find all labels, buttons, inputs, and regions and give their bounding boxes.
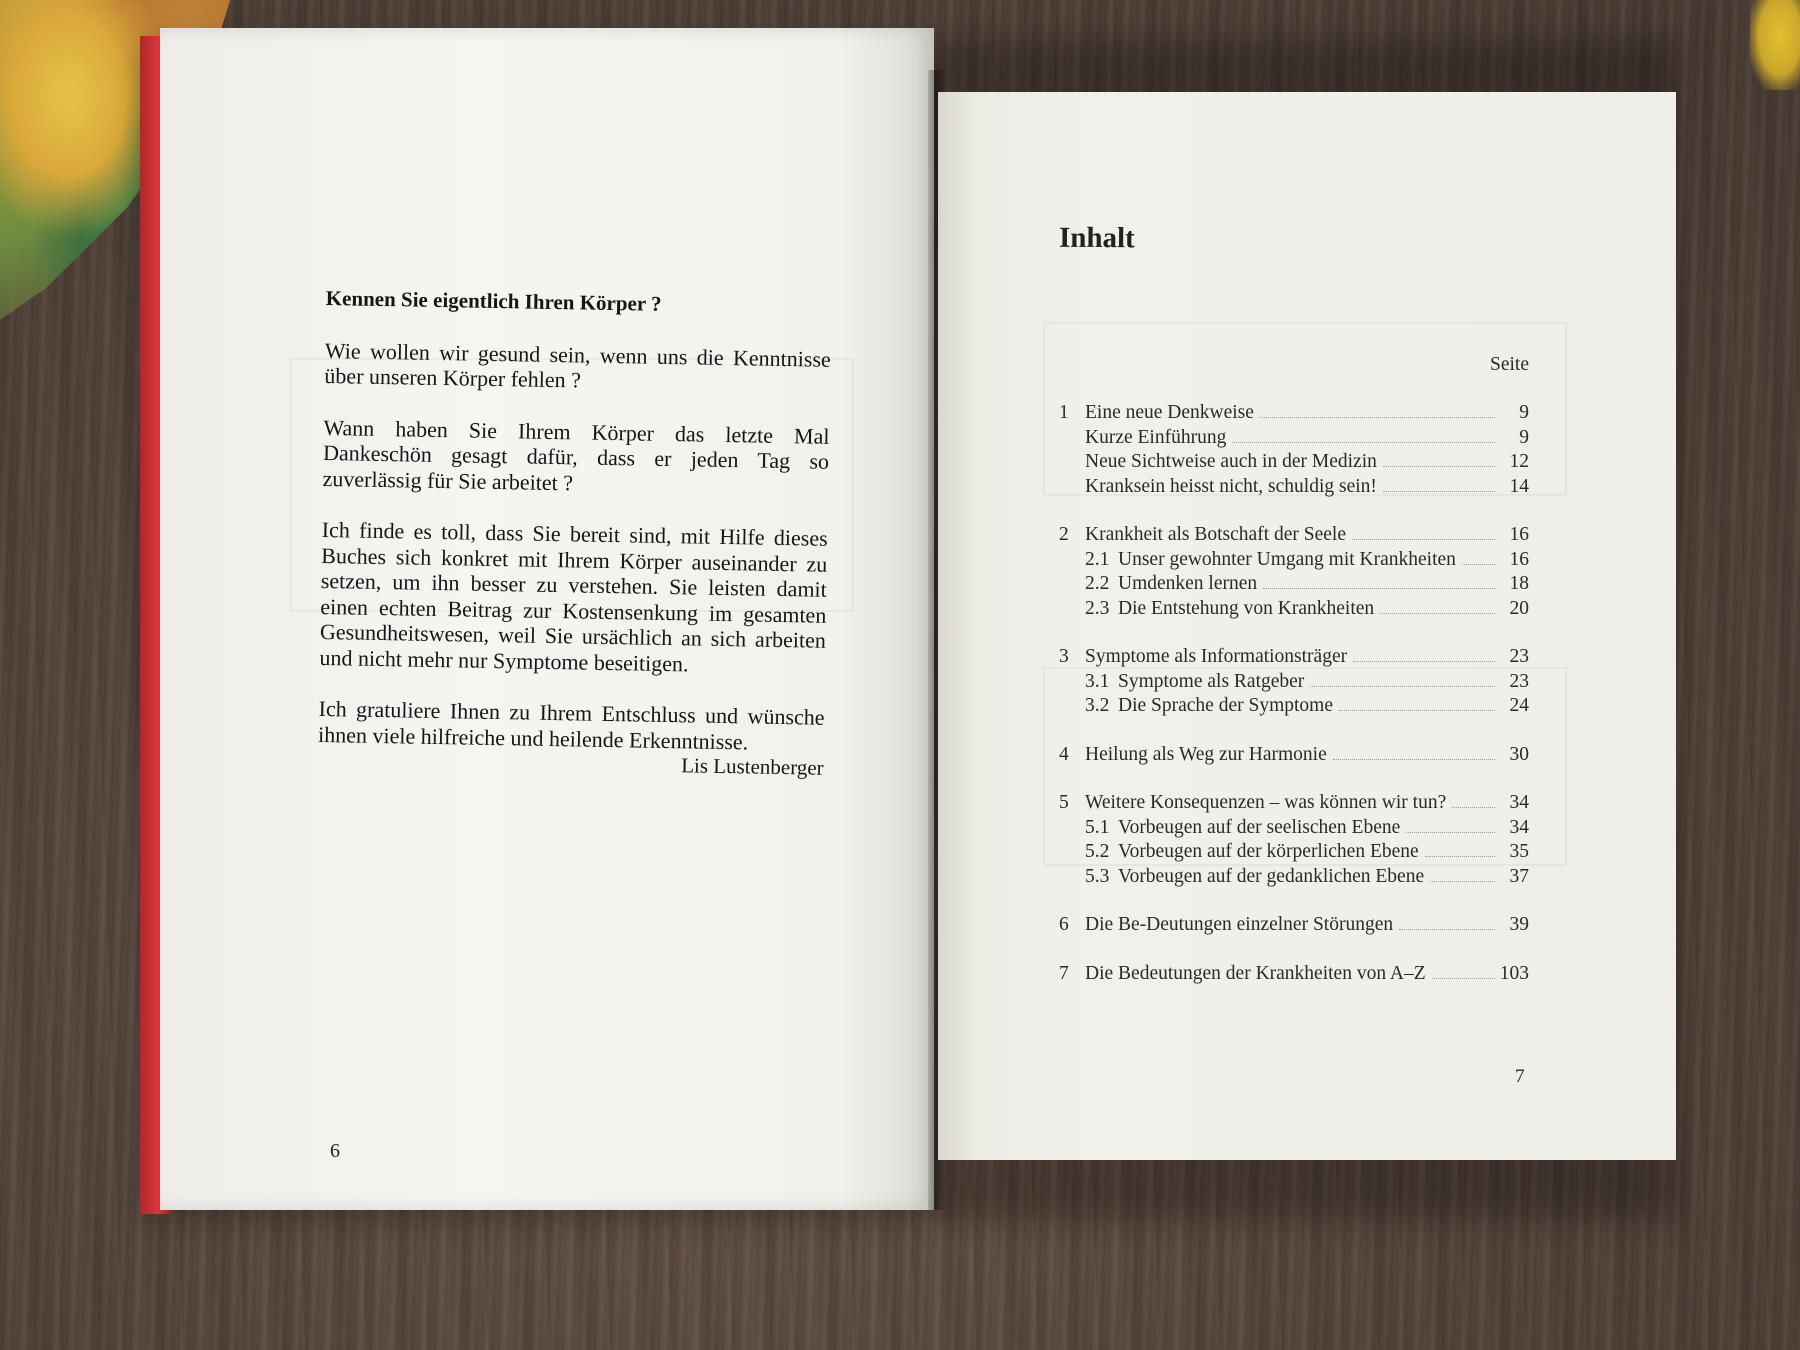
foreword-text: [318, 286, 832, 781]
toc-section-title: Heilung als Weg zur Harmonie: [1085, 743, 1327, 765]
toc-page-number: 39: [1509, 914, 1529, 935]
toc-page-number: 35: [1509, 841, 1529, 862]
toc-subsection-row: [1059, 573, 1529, 598]
toc-subsection-row: [1059, 866, 1529, 891]
toc-section: [1059, 744, 1529, 769]
toc-section-number: 1: [1059, 402, 1069, 423]
toc-section-row: [1059, 963, 1529, 988]
toc-leader-dots: [1462, 564, 1495, 565]
toc-leader-dots: [1383, 491, 1495, 492]
toc-section-row: [1059, 646, 1529, 671]
toc-section-title: Weitere Konsequenzen – was können wir tun?: [1085, 792, 1447, 813]
toc-page-number: 9: [1519, 426, 1529, 448]
toc-leader-dots: [1333, 759, 1495, 760]
toc-subsection-row: [1059, 671, 1529, 696]
toc-page-number: 34: [1509, 792, 1529, 813]
toc-page-number: 23: [1509, 646, 1529, 667]
toc-subsection-title: Symptome als Ratgeber: [1118, 670, 1305, 692]
toc-subsection-title: Die Sprache der Symptome: [1118, 695, 1333, 716]
toc-subsection-number: 3.2: [1085, 695, 1110, 716]
toc-section-number: 3: [1059, 646, 1069, 667]
toc-subsection-row: [1059, 476, 1529, 501]
toc-section-row: [1059, 524, 1529, 549]
toc-section-number: 7: [1059, 962, 1069, 984]
page-number-left: 6: [330, 1140, 340, 1162]
toc-subsection-title: Neue Sichtweise auch in der Medizin: [1085, 451, 1377, 472]
toc-subsection-title: Unser gewohnter Umgang mit Krankheiten: [1118, 548, 1456, 570]
toc-subsection-number: 5.2: [1085, 841, 1110, 862]
toc-section: [1059, 963, 1529, 988]
toc-page-number: 20: [1509, 597, 1529, 619]
toc-page-number: 14: [1509, 475, 1529, 497]
toc-page-number: 18: [1509, 573, 1529, 594]
foreword-paragraph: Wann haben Sie Ihrem Körper das letzte Mal Dankeschön gesagt dafür, dass er jeden Tag so zuverlässig für Sie arbeitet ?: [322, 414, 830, 495]
toc-section-title: Eine neue Denkweise: [1085, 402, 1254, 423]
right-page: [938, 92, 1676, 1160]
toc-leader-dots: [1425, 856, 1495, 857]
toc-section-row: [1059, 744, 1529, 769]
toc-section-title: Krankheit als Botschaft der Seele: [1085, 524, 1346, 545]
toc-leader-dots: [1399, 929, 1495, 930]
toc-page-number: 24: [1509, 695, 1529, 716]
toc-subsection-title: Vorbeugen auf der seelischen Ebene: [1118, 816, 1401, 838]
toc-section-row: [1059, 914, 1529, 939]
toc-page-number: 9: [1519, 402, 1529, 423]
left-page: [160, 28, 934, 1210]
toc-subsection-number: 3.1: [1085, 670, 1110, 692]
toc-section-number: 5: [1059, 792, 1069, 813]
toc-leader-dots: [1260, 417, 1495, 418]
toc-section: [1059, 524, 1529, 622]
toc-subsection-title: Umdenken lernen: [1118, 573, 1258, 594]
toc-page-number: 16: [1509, 548, 1529, 570]
toc-subsection-title: Vorbeugen auf der gedanklichen Ebene: [1118, 865, 1425, 887]
foreword-paragraph: Ich finde es toll, dass Sie bereit sind, mit Hilfe dieses Buches sich konkret mit Ihrem Körper auseinander zu setzen, um ihn besser zu verstehen. Sie leisten damit einen echten Beitrag zur Kostensenkung im gesamten Gesundheitswesen, weil Sie ursächlich an sich arbeiten und nicht mehr nur Symptome beseitigen.: [319, 516, 828, 676]
toc-section-number: 6: [1059, 914, 1069, 935]
toc-section-title: Die Be-Deutungen einzelner Störungen: [1085, 914, 1394, 935]
toc-section: [1059, 646, 1529, 720]
toc-leader-dots: [1339, 710, 1495, 711]
toc-page-number: 12: [1509, 451, 1529, 472]
toc-subsection-title: Kranksein heisst nicht, schuldig sein!: [1085, 475, 1377, 497]
toc-section-row: [1059, 402, 1529, 427]
toc-subsection-title: Kurze Einführung: [1085, 426, 1227, 448]
toc-leader-dots: [1383, 466, 1495, 467]
toc-section-title: Die Bedeutungen der Krankheiten von A–Z: [1085, 962, 1426, 984]
toc-subsection-title: Die Entstehung von Krankheiten: [1118, 597, 1375, 619]
table-of-contents: [1059, 354, 1529, 1011]
toc-leader-dots: [1310, 686, 1495, 687]
toc-subsection-number: 2.2: [1085, 573, 1110, 594]
toc-page-number: 16: [1509, 524, 1529, 545]
toc-section: [1059, 402, 1529, 500]
toc-section-number: 4: [1059, 743, 1069, 765]
toc-leader-dots: [1380, 613, 1495, 614]
foreword-paragraph: Wie wollen wir gesund sein, wenn uns die Kenntnisse über unseren Körper fehlen ?: [324, 337, 832, 393]
toc-section: [1059, 792, 1529, 890]
toc-leader-dots: [1430, 881, 1495, 882]
fabric-corner-right: [1750, 0, 1800, 90]
toc-subsection-row: [1059, 427, 1529, 452]
toc-leader-dots: [1452, 807, 1495, 808]
toc-subsection-number: 2.1: [1085, 548, 1110, 570]
toc-leader-dots: [1263, 588, 1495, 589]
toc-subsection-row: [1059, 841, 1529, 866]
toc-section-title: Symptome als Informationsträger: [1085, 646, 1348, 667]
toc-leader-dots: [1232, 442, 1495, 443]
toc-leader-dots: [1353, 661, 1495, 662]
toc-leader-dots: [1352, 539, 1495, 540]
foreword-heading: Kennen Sie eigentlich Ihren Körper ?: [325, 286, 662, 316]
page-number-right: 7: [1515, 1066, 1525, 1087]
toc-page-number: 34: [1509, 816, 1529, 838]
toc-section: [1059, 914, 1529, 939]
toc-page-number: 30: [1509, 743, 1529, 765]
toc-subsection-number: 5.1: [1085, 816, 1110, 838]
toc-leader-dots: [1432, 978, 1495, 979]
toc-section-number: 2: [1059, 524, 1069, 545]
toc-page-number: 23: [1509, 670, 1529, 692]
toc-leader-dots: [1406, 832, 1495, 833]
foreword-paragraph: Ich gratuliere Ihnen zu Ihrem Entschluss und wünsche ihnen viele hilfreiche und heilende Erkenntnisse.: [317, 695, 825, 754]
toc-subsection-row: [1059, 598, 1529, 623]
toc-subsection-row: [1059, 695, 1529, 720]
toc-subsection-row: [1059, 817, 1529, 842]
toc-subsection-row: [1059, 549, 1529, 574]
toc-subsection-title: Vorbeugen auf der körperlichen Ebene: [1118, 841, 1419, 862]
signature: Lis Lustenberger: [680, 753, 824, 780]
toc-title: Inhalt: [1058, 221, 1135, 255]
toc-subsection-row: [1059, 451, 1529, 476]
toc-page-number: 37: [1509, 865, 1529, 887]
toc-page-number: 103: [1499, 962, 1529, 984]
toc-subsection-number: 5.3: [1085, 865, 1110, 887]
toc-section-row: [1059, 792, 1529, 817]
toc-subsection-number: 2.3: [1085, 597, 1110, 619]
toc-page-header: Seite: [1490, 354, 1529, 375]
